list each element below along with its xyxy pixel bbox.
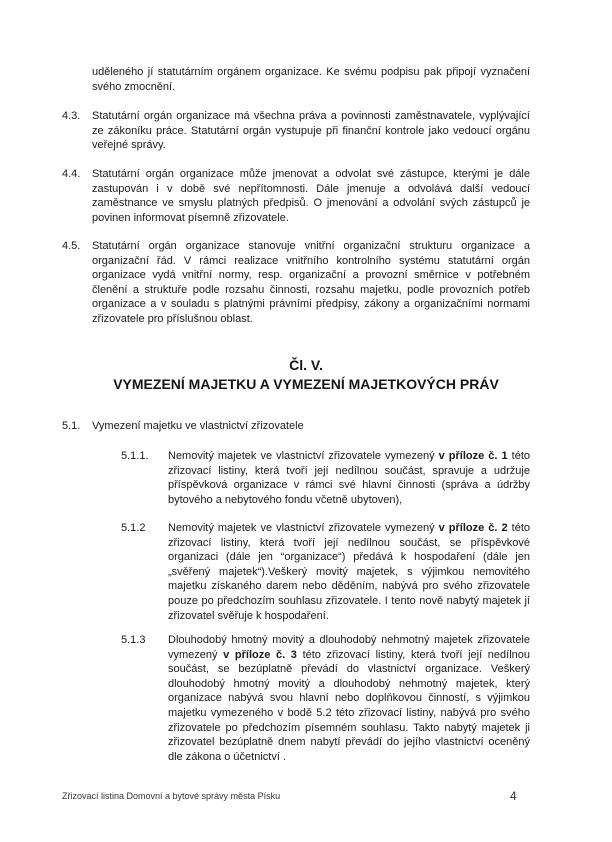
subitem-text-after: této zřizovací listiny, která tvoří její nedílnou součást, se příspěvkové organizaci (dále jen “organizace“) předává k hospodaření (dále jen „svěřený majetek“).Veškerý movitý majetek, s výjimkou nemovitého majetku získaného darem nebo děděním, nabývá pro svého zřizovatele pouze po předchozím souhlasu zřizovatele. I tento nově nabytý majetek jí zřizovatel svěřuje k hospodaření. [168, 522, 531, 622]
subitem-text-before: Nemovitý majetek ve vlastnictví zřizovatele vymezený [168, 450, 439, 462]
chapter-title: VYMEZENÍ MAJETKU A VYMEZENÍ MAJETKOVÝCH PRÁV [113, 376, 499, 392]
item-number: 4.5. [62, 240, 81, 252]
item-paragraph: Statutární orgán organizace má všechna práva a povinnosti zaměstnavatele, vyplývající ze zákoníku práce. Statutární orgán vystupuje při finanční kontrole jako vedoucí orgánu veřejné správy. [92, 110, 530, 152]
subitem-paragraph [168, 449, 530, 507]
subitem-paragraph [168, 521, 530, 623]
section-title: Vymezení majetku ve vlastnictví zřizovatele [92, 420, 304, 432]
item-number: 4.4. [62, 168, 81, 180]
item-number: 4.3. [62, 110, 81, 122]
chapter-number: Čl. V. [289, 357, 323, 373]
footer-text: Zřizovací listina Domovní a bytové správy města Písku [62, 791, 281, 801]
subitem-number: 5.1.3 [121, 634, 146, 646]
section-number: 5.1. [62, 420, 81, 432]
page-number: 4 [510, 789, 517, 803]
subitem-annex-ref: v příloze č. 2 [438, 522, 508, 534]
subitem-number: 5.1.1. [121, 450, 149, 462]
subitem-text-after: této zřizovací listiny, která tvoří její nedílnou součást, se bezúplatně převádí do vlastnictví organizace. Veškerý dlouhodobý hmotný movitý a dlouhodobý nehmotný majetek, který organizace nabývá svou hlavní nebo doplňkovou činností, s výjimkou majetku vymezeného v bodě 5.2 této zřizovací listiny, nabývá pro svého zřizovatele po předchozím písemném souhlasu. Takto nabytý majetek ji zřizovatel bezúplatně dnem nabytí převádí do jejího vlastnictví oceněný dle zákona o účetnictví . [168, 648, 531, 763]
item-paragraph: Statutární orgán organizace může jmenovat a odvolat své zástupce, kterými je dále zastupován i v době své nepřítomnosti. Dále jmenuje a odvolává další vedoucí zaměstnance ve smyslu platných předpisů. O jmenování a odvolání svých zástupců je povinen informovat písemně zřizovatele. [92, 168, 530, 224]
subitem-text-after: této zřizovací listiny, která tvoří její nedílnou součást, spravuje a udržuje příspěvková organizace v rámci své hlavní činnosti (správa a údržby bytového a nebytového fondu včetně ubytoven), [168, 450, 531, 506]
item-paragraph: Statutární orgán organizace stanovuje vnitřní organizační strukturu organizace a organizační řád. V rámci realizace vnitřního kontrolního systému statutární orgán organizace vydá vnitřní normy, resp. organizační a provozní směrnice v potřebném členění a struktuře podle rozsahu činnosti, rozsahu majetku, podle provozních potřeb organizace a v souladu s platnými právními předpisy, zákony a organizačními normami zřizovatele pro příslušnou oblast. [92, 240, 530, 325]
subitem-text-before: Nemovitý majetek ve vlastnictví zřizovatele vymezený [168, 522, 439, 534]
continuation-paragraph: uděleného jí statutárním orgánem organizace. Ke svému podpisu pak připojí vyznačení svého zmocnění. [92, 66, 530, 93]
subitem-annex-ref: v příloze č. 1 [438, 450, 508, 462]
subitem-paragraph [168, 633, 530, 764]
subitem-number: 5.1.2 [121, 522, 146, 534]
subitem-text-before: Dlouhodobý hmotný movitý a dlouhodobý nehmotný majetek zřizovatele vymezený [168, 634, 530, 661]
subitem-annex-ref: v příloze č. 3 [223, 648, 297, 661]
